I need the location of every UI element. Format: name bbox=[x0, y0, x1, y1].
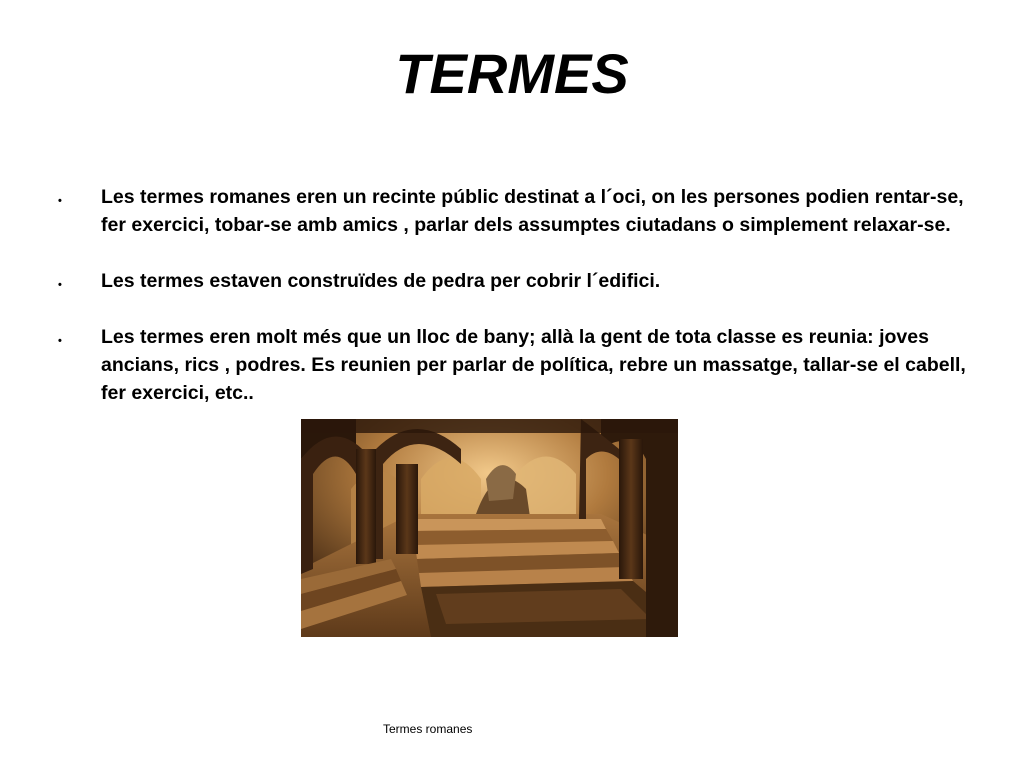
bullet-icon: • bbox=[58, 279, 62, 291]
bullet-icon: • bbox=[58, 335, 62, 347]
bullet-text: Les termes eren molt més que un lloc de bany; allà la gent de tota classe es reunia: joves ancians, rics , podres. Es reunien per parlar de política, rebre un massatge, tallar-se el cabell, fer exercici, etc.. bbox=[101, 326, 966, 404]
bullet-text: Les termes romanes eren un recinte públic destinat a l´oci, on les persones podien rentar-se, fer exercici, tobar-se amb amics , parlar dels assumptes ciutadans o simplement relaxar-se. bbox=[101, 186, 964, 236]
bullet-list bbox=[56, 183, 976, 407]
slide-title: TERMES bbox=[395, 42, 629, 105]
bullet-icon: • bbox=[58, 195, 62, 207]
bullet-item bbox=[56, 183, 976, 239]
bullet-item bbox=[56, 323, 976, 407]
image-caption: Termes romanes bbox=[383, 722, 473, 736]
bullet-text: Les termes estaven construïdes de pedra per cobrir l´edifici. bbox=[101, 270, 661, 292]
bullet-item bbox=[56, 267, 976, 295]
roman-baths-photo bbox=[301, 419, 678, 637]
